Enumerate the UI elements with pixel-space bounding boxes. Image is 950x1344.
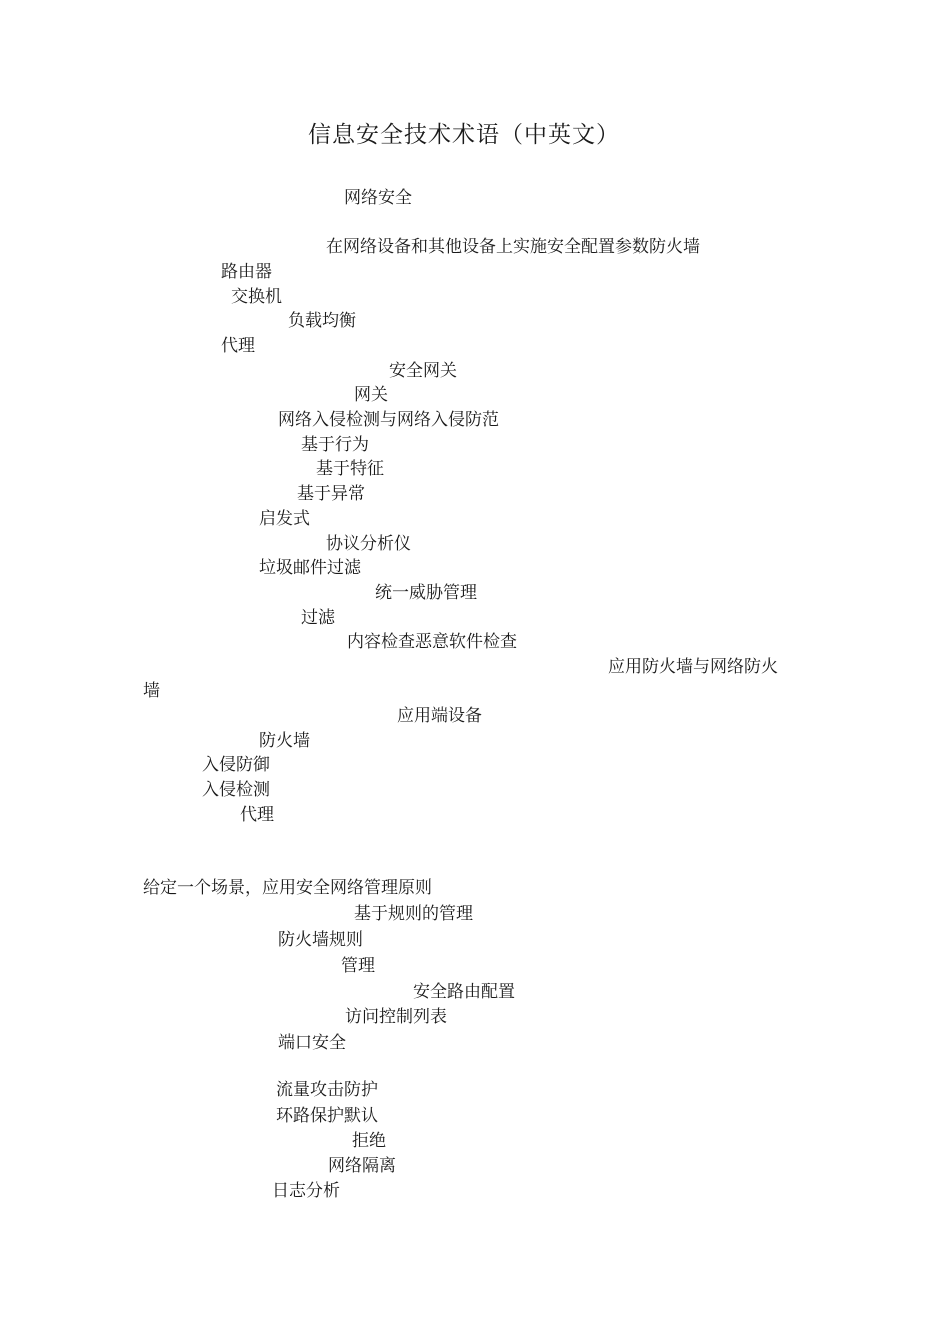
term-line: 网络入侵检测与网络入侵防范	[278, 410, 499, 430]
term-line: 安全网关	[389, 361, 457, 381]
term-line: 拒绝	[352, 1131, 386, 1151]
term-line: 启发式	[259, 509, 310, 529]
document-title: 信息安全技术术语（中英文）	[308, 122, 620, 148]
term-line: 入侵防御	[202, 755, 270, 775]
term-line: 基于行为	[301, 435, 369, 455]
section-heading: 给定一个场景，应用安全网络管理原则	[143, 878, 432, 898]
term-line: 流量攻击防护	[276, 1080, 378, 1100]
term-line: 网关	[354, 385, 388, 405]
term-line: 路由器	[221, 262, 272, 282]
term-line: 应用防火墙与网络防火	[608, 657, 778, 677]
term-line: 代理	[221, 336, 255, 356]
term-line: 代理	[240, 805, 274, 825]
term-line: 管理	[341, 956, 375, 976]
term-line: 网络隔离	[328, 1156, 396, 1176]
term-line: 访问控制列表	[345, 1007, 447, 1027]
term-line: 日志分析	[272, 1181, 340, 1201]
term-line: 端口安全	[278, 1033, 346, 1053]
term-line: 统一威胁管理	[375, 583, 477, 603]
term-line: 交换机	[231, 287, 282, 307]
term-line: 墙	[143, 681, 160, 701]
term-line: 负载均衡	[288, 311, 356, 331]
term-line: 基于特征	[316, 459, 384, 479]
term-line: 网络安全	[344, 188, 412, 208]
term-line: 协议分析仪	[326, 534, 411, 554]
term-line: 防火墙规则	[278, 930, 363, 950]
term-line: 在网络设备和其他设备上实施安全配置参数防火墙	[326, 237, 700, 257]
term-line: 防火墙	[259, 731, 310, 751]
term-line: 应用端设备	[397, 706, 482, 726]
term-line: 垃圾邮件过滤	[259, 558, 361, 578]
term-line: 基于规则的管理	[354, 904, 473, 924]
term-line: 安全路由配置	[413, 982, 515, 1002]
term-line: 基于异常	[297, 484, 365, 504]
term-line: 环路保护默认	[276, 1106, 378, 1126]
term-line: 入侵检测	[202, 780, 270, 800]
term-line: 内容检查恶意软件检查	[347, 632, 517, 652]
term-line: 过滤	[301, 608, 335, 628]
